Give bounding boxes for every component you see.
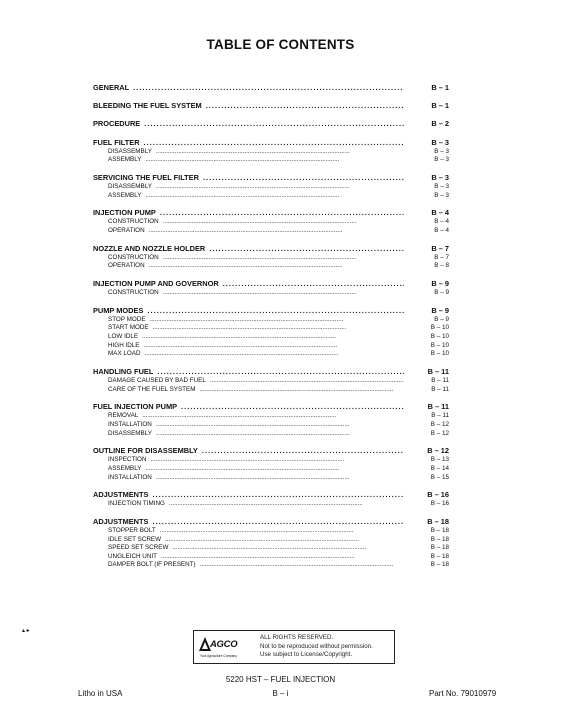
toc-heading-row [93,401,449,412]
toc-subitem-row [93,289,449,298]
dot-leader [169,500,404,509]
toc-subitem: STOP MODE [108,315,146,323]
toc-subitem: IDLE SET SCREW [108,535,162,543]
toc-heading-row [93,100,449,111]
toc-heading-row [93,278,449,289]
toc-section [93,516,449,570]
toc-page: B – 2 [431,119,449,129]
toc-section [93,401,449,438]
dot-leader [210,377,404,386]
toc-heading: BLEEDING THE FUEL SYSTEM [93,101,202,111]
toc-heading-row [93,82,449,93]
toc-subitem-row [93,254,449,263]
dot-leader [133,82,404,93]
toc-subitem: ASSEMBLY [108,156,142,164]
page-title: TABLE OF CONTENTS [206,37,355,52]
toc-subitem-page: B – 10 [430,333,449,341]
dot-leader [156,421,404,430]
dot-leader [142,333,404,342]
toc-heading: FUEL INJECTION PUMP [93,402,178,412]
toc-subitem: HIGH IDLE [108,341,140,349]
dot-leader [160,527,404,536]
dot-leader [145,350,404,359]
toc-subitem: OPERATION [108,226,145,234]
toc-section [93,278,449,298]
toc-heading-row [93,305,449,316]
toc-subitem-row [93,333,449,342]
toc-page: B – 11 [427,367,449,376]
toc-subitem-page: B – 11 [431,412,449,420]
toc-subitem-page: B – 12 [430,429,449,437]
dot-leader [163,254,404,263]
dot-leader [160,207,404,218]
dot-leader [145,192,404,201]
toc-heading: INJECTION PUMP [93,208,156,218]
toc-subitem-page: B – 3 [434,191,449,199]
toc-section [93,489,449,509]
toc-heading-row [93,516,449,527]
toc-section [93,243,449,271]
toc-subitem-page: B – 13 [430,456,449,464]
toc-subitem-row [93,148,449,157]
toc-subitem-row [93,192,449,201]
dot-leader [156,148,404,157]
toc-subitem: CONSTRUCTION [108,289,159,297]
dot-leader [163,289,404,298]
toc-subitem: DISASSEMBLY [108,147,152,155]
toc-subitem: MAX LOAD [108,350,141,358]
toc-heading: SERVICING THE FUEL FILTER [93,172,199,182]
toc-page: B – 3 [431,172,449,182]
toc-page: B – 9 [431,305,449,315]
toc-section [93,82,449,93]
notice-line: ALL RIGHTS RESERVED. [260,634,334,641]
toc-subitem-page: B – 18 [430,561,449,569]
toc-subitem-row [93,227,449,236]
toc-subitem-row [93,500,449,509]
toc-subitem: REMOVAL [108,412,139,420]
dot-leader [147,305,404,316]
toc-subitem: OPERATION [108,262,145,270]
toc-subitem: UNGLEICH UNIT [108,552,157,560]
dot-leader [203,172,404,183]
toc-subitem: SPEED SET SCREW [108,544,169,552]
toc-subitem-page: B – 18 [430,527,449,535]
dot-leader [152,489,404,500]
toc-heading: FUEL FILTER [93,137,140,147]
dot-leader [161,553,404,562]
toc-subitem-page: B – 18 [430,535,449,543]
toc-subitem-page: B – 16 [430,500,449,508]
toc-page: B – 7 [431,243,449,253]
toc-subitem-page: B – 4 [434,226,449,234]
printed-location: Litho in USA [78,689,123,698]
toc-subitem: ASSEMBLY [108,464,142,472]
toc-heading-row [93,243,449,254]
toc-heading-row [93,489,449,500]
toc-heading: NOZZLE AND NOZZLE HOLDER [93,243,206,253]
toc-heading-row [93,118,449,129]
toc-subitem-page: B – 10 [430,324,449,332]
dot-leader [149,262,404,271]
toc-subitem-row [93,421,449,430]
toc-subitem: INSTALLATION [108,420,152,428]
dot-leader [163,218,404,227]
toc-subitem: CONSTRUCTION [108,218,159,226]
toc-subitem-page: B – 10 [430,350,449,358]
toc-subitem-row [93,412,449,421]
dot-leader [200,561,404,570]
notice-line: Not to be reproduced without permission. [260,642,373,650]
toc-subitem-row [93,474,449,483]
toc-section [93,118,449,129]
toc-section [93,207,449,235]
toc-subitem-row [93,316,449,325]
toc-subitem-row [93,536,449,545]
dot-leader [151,456,405,465]
logo-word: AGCO [210,639,238,650]
toc-heading: GENERAL [93,83,130,92]
dot-leader [149,227,404,236]
toc-subitem-row [93,544,449,553]
toc-subitem: ASSEMBLY [108,191,142,199]
dot-leader [206,100,404,111]
notice-line: Use subject to License/Copyright. [260,651,353,659]
dot-leader [202,445,404,456]
toc-subitem-row [93,342,449,351]
dot-leader [157,366,404,377]
toc-subitem-page: B – 18 [430,552,449,560]
toc-subitem-row [93,350,449,359]
toc-page: B – 9 [431,279,449,289]
dot-leader [145,156,404,165]
logo-tagline: Your Agriculture Company [200,654,237,658]
dot-leader [223,278,404,289]
toc-subitem-page: B – 8 [434,262,449,270]
toc-page: B – 16 [427,490,449,500]
toc-subitem-page: B – 3 [434,182,449,190]
toc-page: B – 11 [427,402,449,412]
notice-text [260,634,373,660]
dot-leader [145,465,404,474]
dot-leader [152,516,404,527]
dot-leader [153,324,404,333]
dot-leader [156,183,404,192]
dot-leader [144,137,404,148]
toc-heading-row [93,445,449,456]
toc-heading: INJECTION PUMP AND GOVERNOR [93,279,219,289]
toc-subitem-page: B – 7 [434,253,449,261]
toc-subitem: DISASSEMBLY [108,182,152,190]
toc-subitem-page: B – 4 [434,218,449,226]
toc-heading: ADJUSTMENTS [93,490,149,500]
toc-subitem-row [93,324,449,333]
toc-subitem: CONSTRUCTION [108,253,159,261]
toc-heading: HANDLING FUEL [93,367,154,376]
toc-heading: PUMP MODES [93,305,144,315]
toc-subitem-page: B – 3 [434,156,449,164]
toc-page: B – 1 [431,101,449,111]
toc-heading: ADJUSTMENTS [93,517,149,527]
toc-heading-row [93,172,449,183]
toc-subitem-row [93,456,449,465]
toc-subitem: DAMAGE CAUSED BY BAD FUEL [108,377,206,384]
toc-section [93,445,449,482]
toc-subitem-row [93,262,449,271]
toc-subitem: INSPECTION [108,456,147,464]
toc-heading-row [93,207,449,218]
toc-subitem: CARE OF THE FUEL SYSTEM [108,385,196,393]
toc-section [93,100,449,111]
toc-subitem-row [93,430,449,439]
dot-leader [142,412,404,421]
toc-subitem-page: B – 9 [434,289,449,297]
toc-section [93,137,449,165]
toc-page: B – 4 [431,208,449,218]
toc-subitem-row [93,183,449,192]
toc-heading-row [93,137,449,148]
dot-leader [181,401,404,412]
toc-section [93,172,449,200]
toc-page: B – 12 [427,446,449,456]
toc-subitem: LOW IDLE [108,333,139,341]
toc-subitem-row [93,218,449,227]
toc-subitem-row [93,156,449,165]
toc-subitem: INSTALLATION [108,473,152,481]
toc-subitem-row [93,561,449,570]
toc-subitem-page: B – 10 [430,341,449,349]
toc-subitem: START MODE [108,324,149,332]
toc-subitem-row [93,377,449,386]
toc-page: B – 1 [431,83,449,92]
dot-leader [156,430,404,439]
toc-subitem-page: B – 9 [434,315,449,323]
dot-leader [165,536,404,545]
toc-subitem-page: B – 11 [431,377,449,384]
toc-heading-row [93,366,449,377]
toc-subitem-page: B – 18 [430,544,449,552]
toc-subitem-page: B – 3 [434,147,449,155]
toc-subitem-page: B – 14 [430,464,449,472]
toc-heading: PROCEDURE [93,119,141,129]
toc-subitem-page: B – 11 [431,385,449,393]
toc-heading: OUTLINE FOR DISASSEMBLY [93,446,198,456]
dot-leader [209,243,404,254]
dot-leader [156,474,404,483]
toc-subitem: DAMPER BOLT (IF PRESENT) [108,561,196,569]
toc-subitem-row [93,465,449,474]
copyright-notice [193,630,395,664]
toc-section [93,305,449,359]
dot-leader [144,342,405,351]
dot-leader [172,544,404,553]
dot-leader [199,386,404,395]
toc-page: B – 18 [427,517,449,527]
toc-section [93,366,449,394]
toc-subitem: INJECTION TIMING [108,500,165,508]
page-number: B – i [272,689,289,698]
manual-title: 5220 HST – FUEL INJECTION [225,675,336,684]
toc-subitem: DISASSEMBLY [108,429,152,437]
part-number: Part No. 79010979 [429,689,497,698]
table-of-contents [93,82,449,577]
toc-subitem-page: B – 15 [430,473,449,481]
toc-page: B – 3 [431,137,449,147]
dot-leader [144,118,404,129]
toc-subitem-row [93,386,449,395]
toc-subitem-row [93,527,449,536]
toc-subitem-page: B – 12 [430,420,449,428]
toc-subitem: STOPPER BOLT [108,527,156,535]
toc-subitem-row [93,553,449,562]
agco-logo [198,636,252,662]
margin-marks: ▴ ▸ [22,628,30,634]
dot-leader [150,316,404,325]
